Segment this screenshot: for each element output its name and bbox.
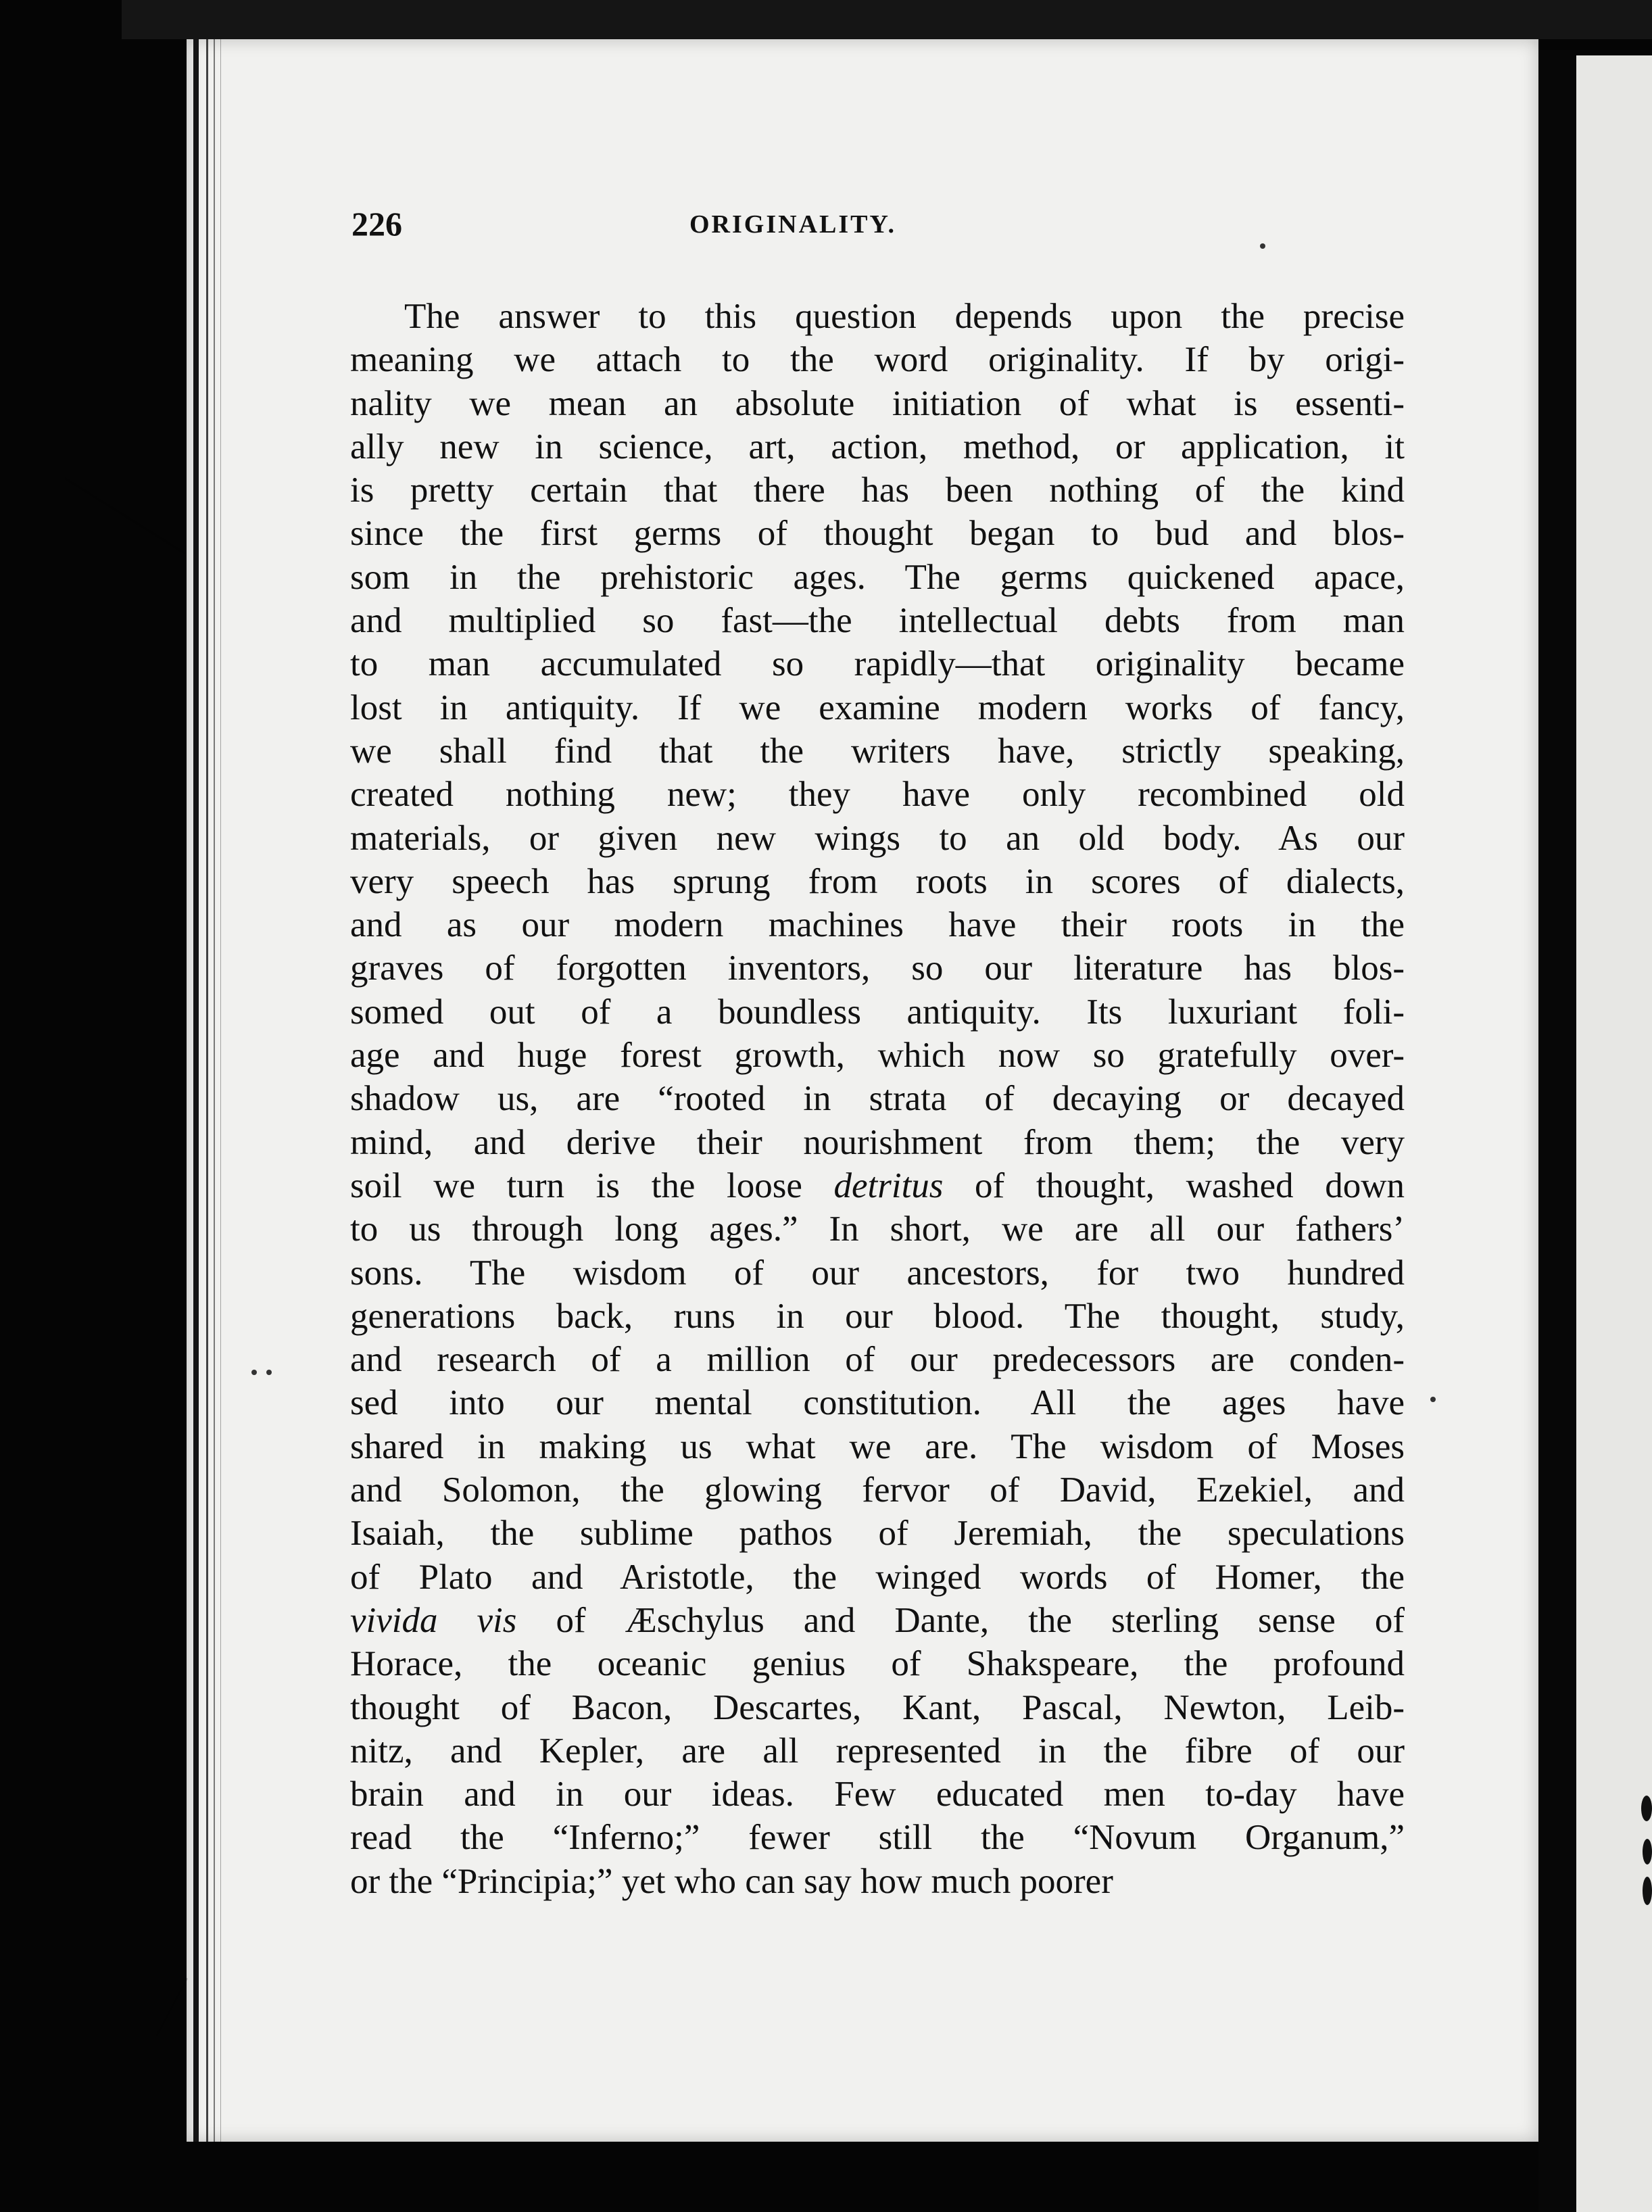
text-line: to us through long ages.” In short, we are all our fathers’ bbox=[350, 1209, 1405, 1249]
text-line: materials, or given new wings to an old body. As our bbox=[350, 818, 1405, 858]
text-line: Isaiah, the sublime pathos of Jeremiah, the speculations bbox=[350, 1514, 1405, 1554]
text-line: created nothing new; they have only recombined old bbox=[350, 775, 1405, 815]
text-line: thought of Bacon, Descartes, Kant, Pascal, Newton, Leib- bbox=[350, 1687, 1405, 1727]
text-line: read the “Inferno;” fewer still the “Novum Organum,” bbox=[350, 1818, 1405, 1858]
text-line: brain and in our ideas. Few educated men to-day have bbox=[350, 1775, 1405, 1814]
text-line: som in the prehistoric ages. The germs quickened apace, bbox=[350, 557, 1405, 597]
body-text bbox=[350, 295, 1405, 1903]
adjacent-page-strip bbox=[1576, 55, 1652, 2212]
text-line: nality we mean an absolute initiation of what is essenti- bbox=[350, 383, 1405, 423]
text-line: to man accumulated so rapidly—that originality became bbox=[350, 644, 1405, 684]
text-run: of Æschylus and Dante, the sterling sense of bbox=[516, 1600, 1405, 1640]
text-line: lost in antiquity. If we examine modern works of fancy, bbox=[350, 688, 1405, 727]
running-head: ORIGINALITY. bbox=[689, 210, 896, 239]
text-line bbox=[350, 1164, 1405, 1207]
text-line: nitz, and Kepler, are all represented in the fibre of our bbox=[350, 1731, 1405, 1771]
scan-speck bbox=[266, 1370, 272, 1375]
text-line: meaning we attach to the word originality. If by origi- bbox=[350, 340, 1405, 380]
text-line: ally new in science, art, action, method, or application, it bbox=[350, 427, 1405, 466]
text-line: generations back, runs in our blood. The thought, study, bbox=[350, 1296, 1405, 1336]
text-line: sons. The wisdom of our ancestors, for two hundred bbox=[350, 1253, 1405, 1293]
text-line: Horace, the oceanic genius of Shakspeare, the profound bbox=[350, 1644, 1405, 1684]
text-run: soil we turn is the loose bbox=[350, 1165, 834, 1205]
text-line: The answer to this question depends upon the precise bbox=[404, 297, 1405, 336]
text-line: shared in making us what we are. The wisdom of Moses bbox=[350, 1426, 1405, 1466]
text-line: and multiplied so fast—the intellectual debts from man bbox=[350, 601, 1405, 641]
page-number: 226 bbox=[351, 205, 402, 243]
scan-top-edge bbox=[122, 0, 1652, 39]
text-line: is pretty certain that there has been nothing of the kind bbox=[350, 471, 1405, 510]
text-line: age and huge forest growth, which now so gratefully over- bbox=[350, 1036, 1405, 1076]
text-line: and research of a million of our predecessors are conden- bbox=[350, 1340, 1405, 1380]
page-binding-edge bbox=[193, 39, 199, 2142]
text-line bbox=[350, 1599, 1405, 1642]
page-binding-edge bbox=[206, 39, 208, 2142]
text-line: of Plato and Aristotle, the winged words of Homer, the bbox=[350, 1557, 1405, 1597]
text-line: sed into our mental constitution. All the ages have bbox=[350, 1383, 1405, 1423]
text-line: shadow us, are “rooted in strata of decaying or decayed bbox=[350, 1079, 1405, 1119]
italic-phrase: detritus bbox=[833, 1165, 944, 1205]
text-run: of thought, washed down bbox=[943, 1165, 1405, 1205]
adjacent-page-mark bbox=[1641, 1796, 1652, 1821]
text-line: graves of forgotten inventors, so our literature has blos- bbox=[350, 948, 1405, 988]
text-line: mind, and derive their nourishment from them; the very bbox=[350, 1122, 1405, 1162]
page-binding-edge bbox=[214, 39, 215, 2142]
text-line: somed out of a boundless antiquity. Its luxuriant foli- bbox=[350, 992, 1405, 1032]
text-line: and as our modern machines have their roots in the bbox=[350, 905, 1405, 945]
adjacent-page-mark bbox=[1643, 1839, 1652, 1865]
text-line: very speech has sprung from roots in scores of dialects, bbox=[350, 861, 1405, 901]
text-line: we shall find that the writers have, strictly speaking, bbox=[350, 731, 1405, 771]
page-header bbox=[351, 204, 1433, 258]
text-line: and Solomon, the glowing fervor of David, Ezekiel, and bbox=[350, 1470, 1405, 1510]
text-line: since the first germs of thought began to bud and blos- bbox=[350, 514, 1405, 554]
text-line: or the “Principia;” yet who can say how much poorer bbox=[350, 1861, 1113, 1901]
italic-phrase: vivida vis bbox=[350, 1600, 517, 1640]
page-binding-edge bbox=[220, 39, 221, 2142]
scan-speck bbox=[251, 1370, 257, 1375]
adjacent-page-mark bbox=[1643, 1877, 1652, 1905]
scan-speck bbox=[1430, 1397, 1436, 1402]
